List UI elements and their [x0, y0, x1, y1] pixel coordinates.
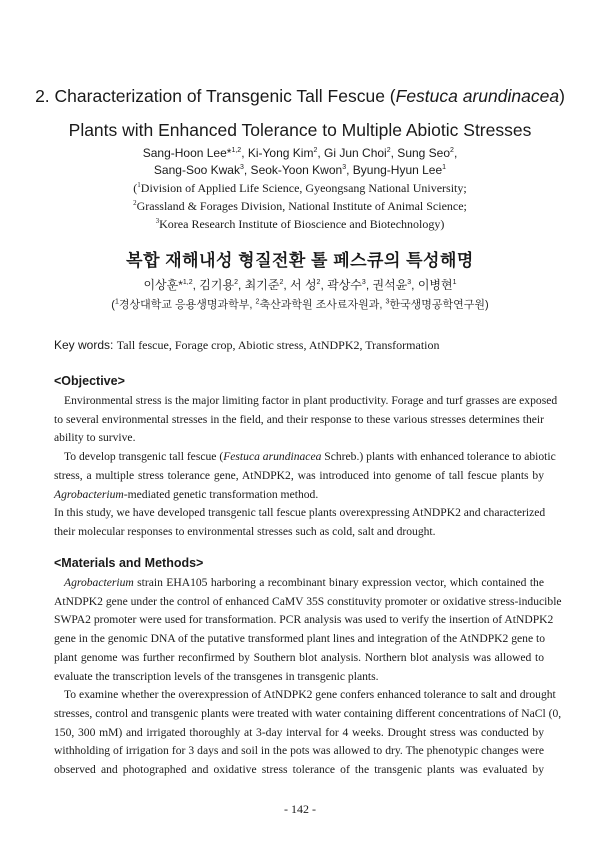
- author-name: , Gi Jun Choi: [317, 146, 387, 160]
- author-name: , Ki-Yong Kim: [241, 146, 314, 160]
- author-name: , Seok-Yoon Kwon: [243, 163, 343, 177]
- k-affil-paren: (: [111, 299, 115, 311]
- k-author-sup: 3: [407, 279, 412, 286]
- paper-title-line2: Plants with Enhanced Tolerance to Multiple Abiotic Stresses: [68, 120, 532, 140]
- text-line: To examine whether the overexpression of AtNDPK2 gene confers enhanced tolerance to salt and drought: [64, 688, 556, 702]
- affiliation-1: [0, 181, 600, 196]
- species-italic: Festuca arundinacea: [223, 450, 322, 464]
- title-species-italic: Festuca arundinacea: [395, 86, 560, 106]
- keywords-value: Tall fescue, Forage crop, Abiotic stress, AtNDPK2, Transformation: [116, 338, 440, 352]
- author-line-1: [0, 146, 600, 160]
- text-line: [54, 486, 544, 505]
- genus-italic: Agrobacterium: [64, 576, 134, 589]
- author-sep: ,: [453, 146, 458, 160]
- text-run: To develop transgenic tall fescue (: [64, 450, 224, 464]
- text-line: Environmental stress is the major limiting factor in plant productivity. Forage and turf grasses are exposed: [64, 394, 558, 407]
- paper-title-line1: [0, 86, 600, 107]
- author-sup: 1,2: [231, 147, 242, 154]
- text-line: observed and photographed and oxidative stress tolerance of the transgenic plants was evaluated by: [54, 763, 544, 777]
- author-name: , Byung-Hyun Lee: [346, 163, 443, 177]
- keywords: [54, 338, 440, 353]
- k-affil-sup: 2: [255, 298, 260, 306]
- author-sup: 2: [386, 147, 391, 154]
- affil-sup: 2: [133, 199, 137, 207]
- k-affil-sup: 1: [114, 298, 119, 306]
- text-line: AtNDPK2 gene under the control of enhanced CaMV 35S constituvity promoter or oxidative stress-inducible: [54, 594, 562, 608]
- affil-sup: 1: [137, 181, 141, 189]
- author-sup: 2: [450, 147, 454, 154]
- genus-italic: Agrobacterium: [54, 487, 124, 501]
- text-line: evaluate the transcription levels of the transgenes in transgenic plants.: [54, 669, 379, 683]
- title-text-end: ): [559, 86, 565, 106]
- k-author-sup: 3: [361, 279, 366, 286]
- k-author: , 곽상수: [320, 278, 362, 292]
- text-line: their molecular responses to environmental stresses such as cold, salt and drought.: [54, 524, 436, 538]
- keywords-label: Key words:: [54, 338, 117, 352]
- k-author-sup: 1,2: [182, 279, 193, 286]
- k-affil-text: 경상대학교 응용생명과학부,: [118, 299, 256, 311]
- objective-heading: <Objective>: [54, 374, 125, 388]
- author-sup: 2: [313, 147, 318, 154]
- k-author: , 권석윤: [365, 278, 408, 292]
- k-author: 이상훈*: [143, 278, 183, 292]
- k-affil-sup: 3: [385, 298, 390, 306]
- k-author-sup: 2: [234, 279, 238, 286]
- author-sup: 1: [442, 164, 447, 171]
- page-number: - 142 -: [284, 802, 316, 816]
- methods-body: [54, 574, 562, 780]
- text-run: strain EHA105 harboring a recombinant binary expression vector, which contained the: [133, 576, 544, 589]
- k-author: , 최기준: [238, 278, 280, 292]
- korean-title: 복합 재해내성 형질전환 톨 페스큐의 특성해명: [126, 251, 474, 270]
- title-text: 2. Characterization of Transgenic Tall Fescue (: [35, 86, 396, 106]
- k-author: , 김기용: [192, 278, 235, 292]
- text-line: ability to survive.: [54, 431, 136, 445]
- text-run: -mediated genetic transformation method.: [123, 487, 319, 501]
- k-author: , 이병현: [411, 278, 453, 292]
- author-name: , Sung Seo: [390, 146, 451, 160]
- affil-text: Division of Applied Life Science, Gyeongsang National University;: [140, 181, 467, 195]
- text-line: [54, 574, 544, 593]
- methods-heading: <Materials and Methods>: [54, 556, 204, 570]
- text-line: SWPA2 promoter were used for transformation. PCR analysis was used to verify the insertion of AtNDPK2: [54, 613, 554, 627]
- k-affil-text: 한국생명공학연구원): [389, 299, 489, 311]
- text-line: gene in the genomic DNA of the putative transformed plant lines and integration of the AtNDPK2 gene to: [54, 632, 546, 646]
- affiliation-2: [0, 199, 600, 214]
- affil-text: Korea Research Institute of Bioscience and Biotechnology): [159, 217, 445, 231]
- author-name: Sang-Soo Kwak: [153, 163, 240, 177]
- k-author: , 서 성: [283, 278, 317, 292]
- text-line: to several environmental stresses in the field, and their response to these various stresses determines their: [54, 412, 544, 426]
- text-line: 150, 300 mM) and irrigated thoroughly at 3-day interval for 4 weeks. Drought stress was conducted by: [54, 725, 544, 739]
- text-line: withholding of irrigation for 3 days and soil in the pots was allowed to dry. The phenotypic changes were: [54, 744, 544, 758]
- text-line: stresses, control and transgenic plants were treated with water containing different concentrations of NaCl (0,: [54, 706, 562, 720]
- affil-sup: 3: [155, 217, 160, 225]
- text-run: Schreb.) plants with enhanced tolerance to abiotic: [321, 450, 556, 464]
- k-author-sup: 2: [279, 279, 284, 286]
- k-author-sup: 1: [452, 279, 457, 286]
- author-sup: 3: [239, 164, 244, 171]
- text-line: plant genome was further reconfirmed by Southern blot analysis. Northern blot analysis was allowed to: [54, 650, 544, 664]
- objective-body: [54, 392, 558, 542]
- korean-authors: [0, 276, 600, 293]
- author-name: Sang-Hoon Lee*: [142, 146, 232, 160]
- k-affil-text: 축산과학원 조사료자원과,: [259, 299, 386, 311]
- affil-text: Grassland & Forages Division, National Institute of Animal Science;: [136, 199, 467, 213]
- affil-paren: (: [133, 181, 138, 195]
- affiliation-3: [0, 217, 600, 232]
- text-line: stress, a multiple stress tolerance gene, AtNDPK2, was introduced into genome of tall fescue plants by: [54, 468, 544, 482]
- author-line-2: [0, 163, 600, 177]
- korean-affiliations: [0, 296, 600, 312]
- k-author-sup: 2: [316, 279, 321, 286]
- text-line: In this study, we have developed transgenic tall fescue plants overexpressing AtNDPK2 and characterized: [54, 506, 546, 520]
- text-line: [54, 448, 556, 467]
- author-sup: 3: [342, 164, 347, 171]
